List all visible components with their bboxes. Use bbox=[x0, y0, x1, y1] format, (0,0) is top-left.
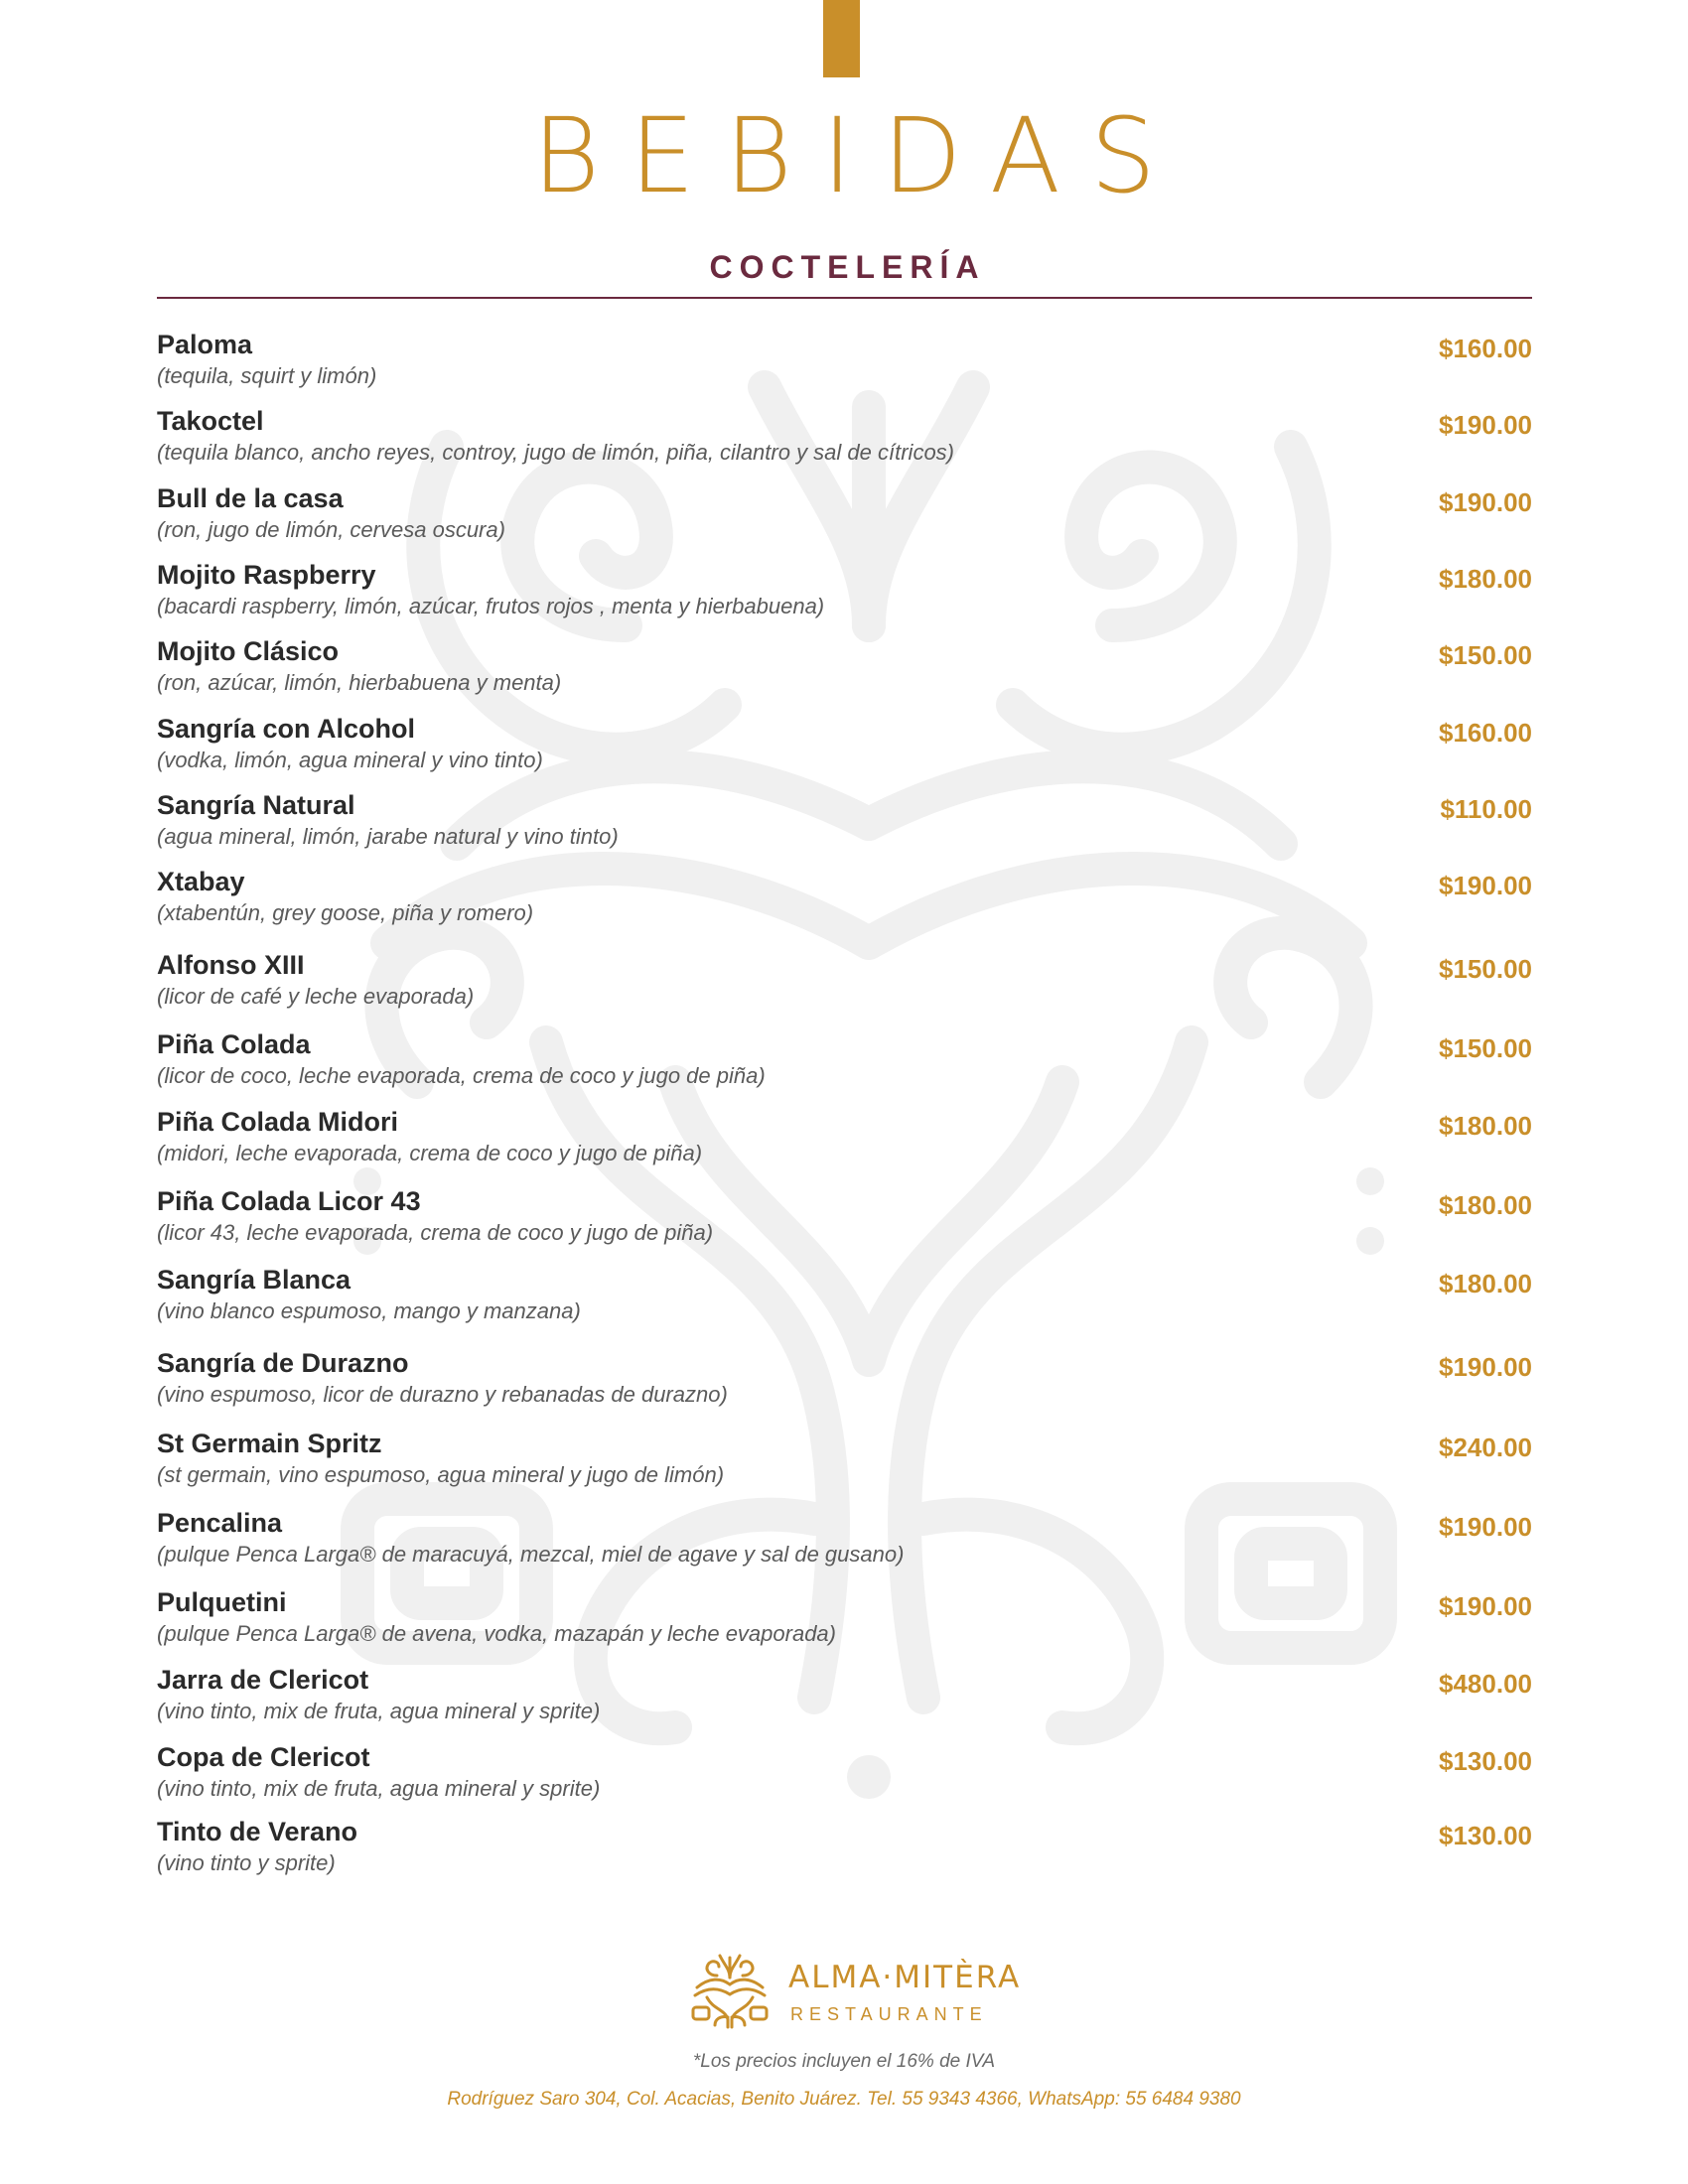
tax-note: *Los precios incluyen el 16% de IVA bbox=[692, 2051, 996, 2072]
menu-item bbox=[157, 1027, 1532, 1099]
item-price: $180.00 bbox=[1439, 564, 1532, 594]
item-name: Copa de Clericot bbox=[157, 1742, 370, 1772]
item-name: Mojito Clásico bbox=[157, 636, 340, 666]
menu-item bbox=[157, 634, 1532, 706]
contact-address: Rodríguez Saro 304, Col. Acacias, Benito Juárez. Tel. 55 9343 4366, WhatsApp: 55 6484 9380 bbox=[447, 2089, 1241, 2110]
item-name: Piña Colada bbox=[157, 1029, 311, 1059]
item-name: Pulquetini bbox=[157, 1587, 287, 1617]
item-name: Sangría Natural bbox=[157, 790, 355, 820]
item-price: $190.00 bbox=[1439, 1512, 1532, 1542]
menu-item bbox=[157, 1815, 1532, 1886]
section-heading: COCTELERÍA bbox=[709, 249, 986, 285]
item-description: (vodka, limón, agua mineral y vino tinto) bbox=[157, 748, 543, 772]
item-description: (licor de café y leche evaporada) bbox=[157, 984, 475, 1009]
item-description: (xtabentún, grey goose, piña y romero) bbox=[157, 900, 534, 925]
item-description: (pulque Penca Larga® de maracuyá, mezcal, miel de agave y sal de gusano) bbox=[157, 1542, 905, 1567]
item-description: (licor de coco, leche evaporada, crema de coco y jugo de piña) bbox=[157, 1063, 766, 1088]
menu-item bbox=[157, 404, 1532, 476]
menu-item bbox=[157, 1740, 1532, 1812]
item-description: (vino tinto y sprite) bbox=[157, 1850, 336, 1875]
logo-name: ALMA·MITÈRA bbox=[788, 1960, 1022, 1995]
item-price: $180.00 bbox=[1439, 1269, 1532, 1298]
item-name: St Germain Spritz bbox=[157, 1429, 382, 1458]
item-description: (pulque Penca Larga® de avena, vodka, mazapán y leche evaporada) bbox=[157, 1621, 836, 1646]
menu-item bbox=[157, 1427, 1532, 1498]
item-name: Tinto de Verano bbox=[157, 1817, 358, 1846]
item-price: $160.00 bbox=[1439, 334, 1532, 363]
item-description: (vino blanco espumoso, mango y manzana) bbox=[157, 1298, 581, 1323]
item-price: $110.00 bbox=[1440, 794, 1532, 824]
item-name: Sangría con Alcohol bbox=[157, 714, 416, 744]
menu-item bbox=[157, 1506, 1532, 1577]
item-price: $190.00 bbox=[1439, 871, 1532, 900]
item-name: Piña Colada Midori bbox=[157, 1107, 399, 1137]
item-name: Paloma bbox=[157, 330, 253, 359]
menu-item bbox=[157, 328, 1532, 399]
item-price: $150.00 bbox=[1439, 1033, 1532, 1063]
item-description: (bacardi raspberry, limón, azúcar, frutos rojos , menta y hierbabuena) bbox=[157, 594, 825, 618]
menu-item bbox=[157, 481, 1532, 553]
item-name: Sangría de Durazno bbox=[157, 1348, 409, 1378]
item-name: Xtabay bbox=[157, 867, 245, 896]
item-price: $480.00 bbox=[1439, 1669, 1532, 1699]
menu-item bbox=[157, 712, 1532, 783]
item-name: Pencalina bbox=[157, 1508, 283, 1538]
menu-item bbox=[157, 1184, 1532, 1256]
item-price: $190.00 bbox=[1439, 487, 1532, 517]
item-name: Mojito Raspberry bbox=[157, 560, 376, 590]
item-price: $160.00 bbox=[1439, 718, 1532, 748]
menu-item bbox=[157, 1663, 1532, 1734]
item-price: $190.00 bbox=[1439, 1591, 1532, 1621]
item-description: (tequila, squirt y limón) bbox=[157, 363, 377, 388]
item-price: $130.00 bbox=[1439, 1821, 1532, 1850]
item-description: (licor 43, leche evaporada, crema de coco y jugo de piña) bbox=[157, 1220, 714, 1245]
item-name: Piña Colada Licor 43 bbox=[157, 1186, 421, 1216]
item-description: (st germain, vino espumoso, agua mineral y jugo de limón) bbox=[157, 1462, 725, 1487]
item-price: $150.00 bbox=[1439, 640, 1532, 670]
item-price: $130.00 bbox=[1439, 1746, 1532, 1776]
page-title: BEBIDAS bbox=[532, 95, 1186, 216]
item-name: Jarra de Clericot bbox=[157, 1665, 369, 1695]
item-description: (vino tinto, mix de fruta, agua mineral y sprite) bbox=[157, 1776, 601, 1801]
item-price: $180.00 bbox=[1439, 1111, 1532, 1141]
item-description: (vino tinto, mix de fruta, agua mineral y sprite) bbox=[157, 1699, 601, 1723]
item-price: $190.00 bbox=[1439, 410, 1532, 440]
menu-item bbox=[157, 558, 1532, 629]
item-price: $180.00 bbox=[1439, 1190, 1532, 1220]
item-name: Takoctel bbox=[157, 406, 264, 436]
item-description: (ron, azúcar, limón, hierbabuena y menta) bbox=[157, 670, 562, 695]
logo-subtitle: RESTAURANTE bbox=[790, 2004, 988, 2024]
menu-item bbox=[157, 1105, 1532, 1176]
item-price: $190.00 bbox=[1439, 1352, 1532, 1382]
item-price: $240.00 bbox=[1439, 1433, 1532, 1462]
menu-item bbox=[157, 1585, 1532, 1657]
restaurant-logo bbox=[687, 1948, 1045, 2037]
item-name: Bull de la casa bbox=[157, 483, 344, 513]
item-description: (tequila blanco, ancho reyes, controy, jugo de limón, piña, cilantro y sal de cítricos) bbox=[157, 440, 954, 465]
item-description: (midori, leche evaporada, crema de coco y jugo de piña) bbox=[157, 1141, 703, 1165]
item-name: Alfonso XIII bbox=[157, 950, 305, 980]
menu-item bbox=[157, 865, 1532, 936]
alma-mitera-logo-icon bbox=[687, 1948, 773, 2033]
item-description: (agua mineral, limón, jarabe natural y vino tinto) bbox=[157, 824, 619, 849]
item-price: $150.00 bbox=[1439, 954, 1532, 984]
item-name: Sangría Blanca bbox=[157, 1265, 352, 1295]
menu-item bbox=[157, 948, 1532, 1020]
menu-item bbox=[157, 788, 1532, 860]
menu-item bbox=[157, 1346, 1532, 1418]
menu-item bbox=[157, 1263, 1532, 1334]
item-description: (ron, jugo de limón, cervesa oscura) bbox=[157, 517, 505, 542]
item-description: (vino espumoso, licor de durazno y rebanadas de durazno) bbox=[157, 1382, 728, 1407]
